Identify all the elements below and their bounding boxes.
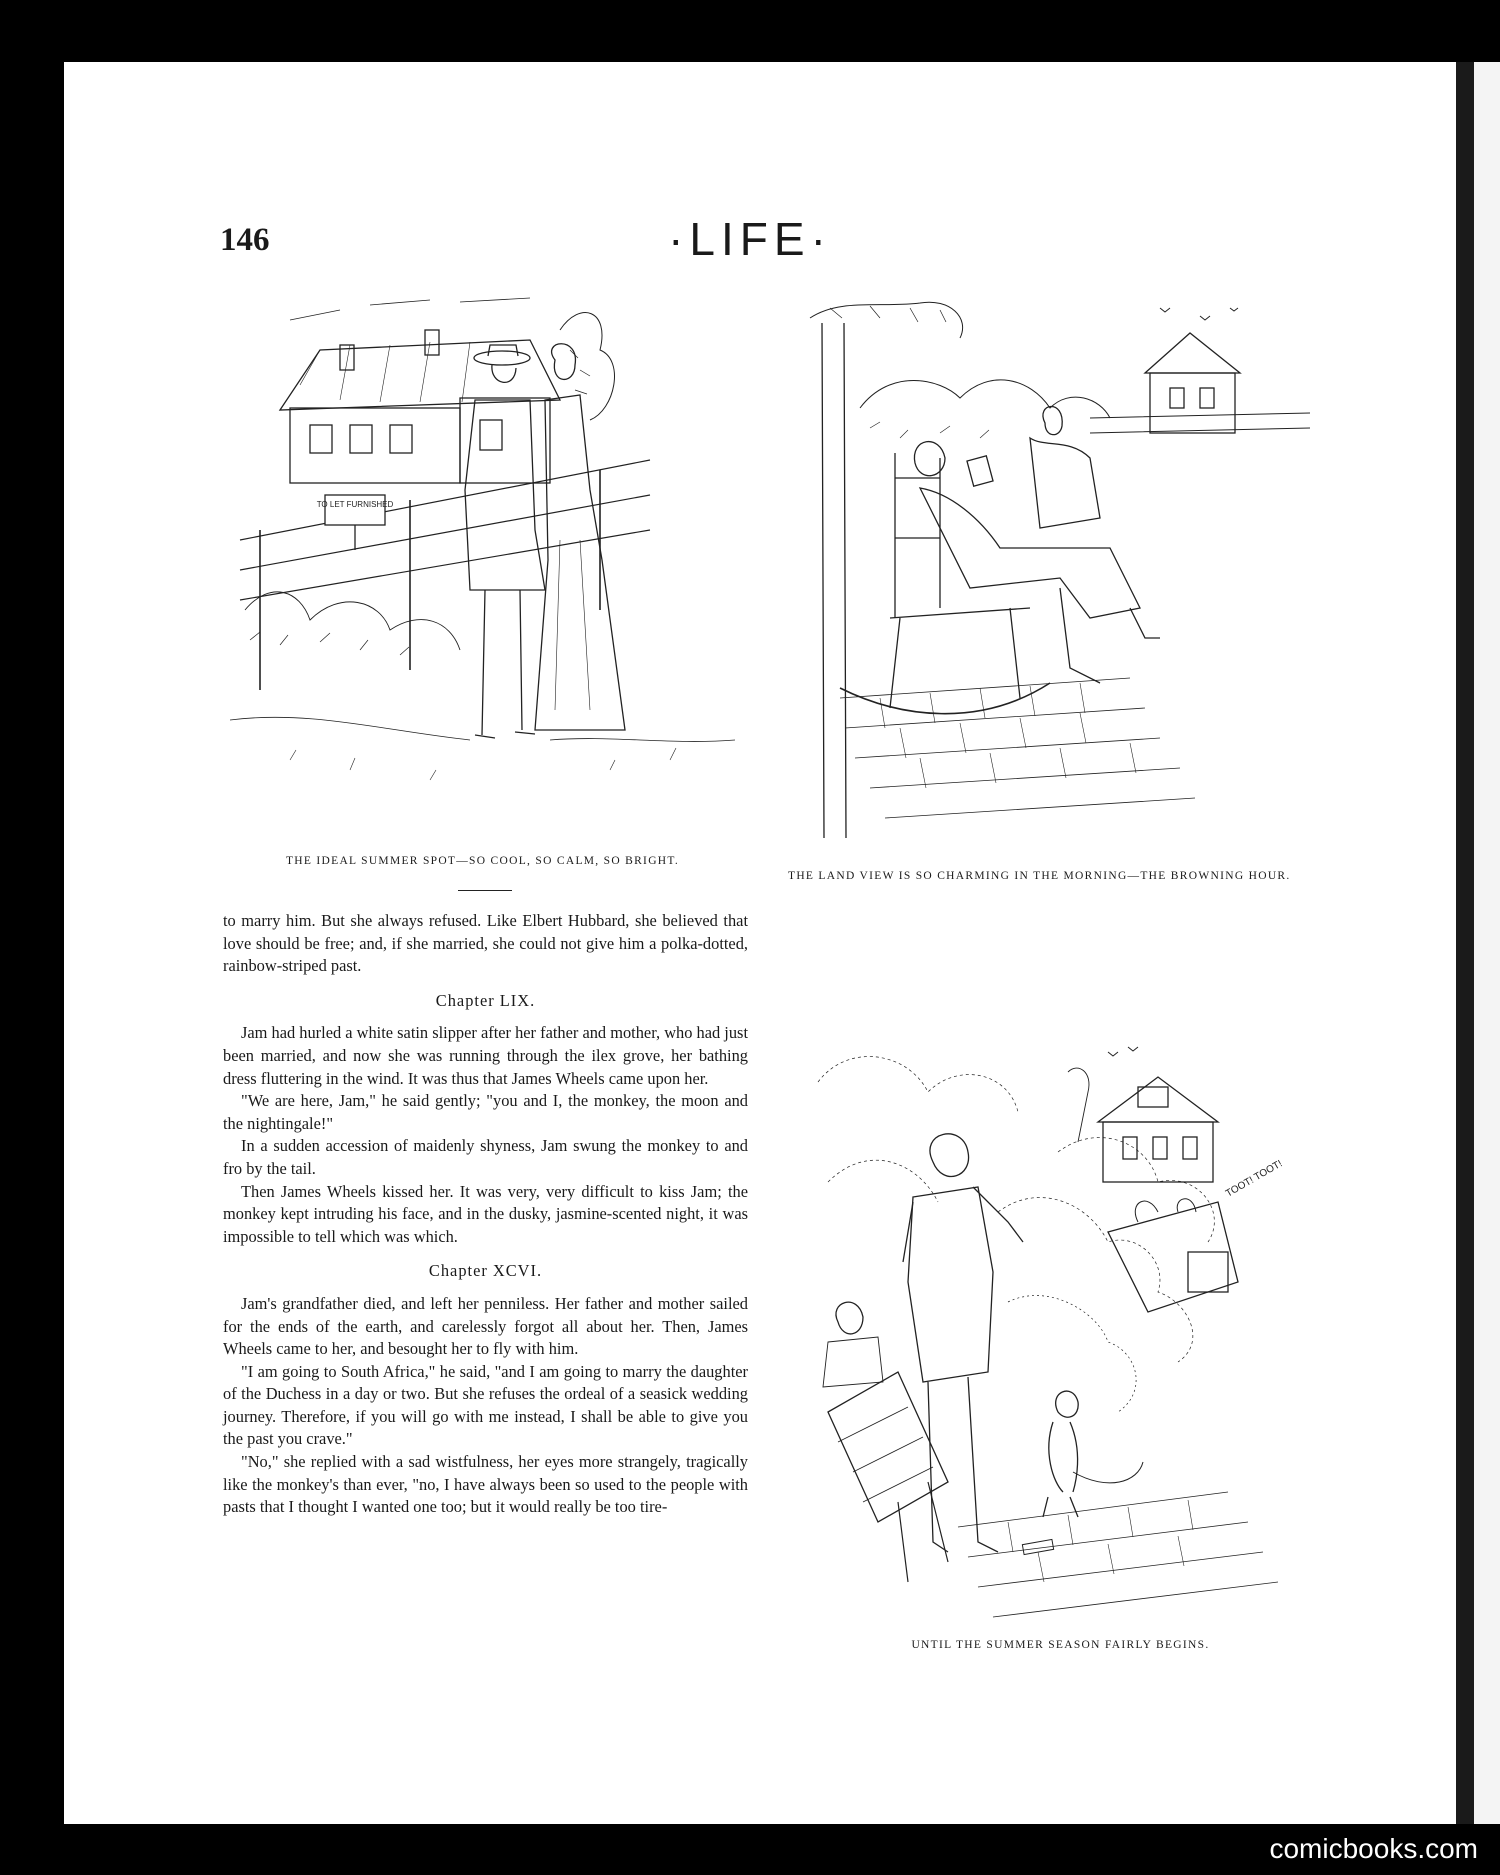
masthead-title: ·LIFE· bbox=[668, 213, 832, 265]
article-paragraph: In a sudden accession of maidenly shyness, Jam swung the monkey to and fro by the tail. bbox=[223, 1136, 748, 1178]
facing-page-edge bbox=[1474, 62, 1500, 1824]
section-rule bbox=[458, 890, 512, 891]
watermark: comicbooks.com bbox=[1269, 1833, 1478, 1864]
article-paragraph: "I am going to South Africa," he said, "and I am going to marry the daughter of the Duchess in a day or two. But she refuses the ordeal of a seasick wedding journey. Therefore, if you will go with me instead, I shall be able to give you the past you crave." bbox=[223, 1361, 748, 1449]
article-paragraph: Jam's grandfather died, and left her penniless. Her father and mother sailed for the ends of the earth, and carelessly forgot all about her. Then, James Wheels came to her, and besought her to fly with him. bbox=[223, 1293, 748, 1359]
chapter-heading: Chapter XCVI. bbox=[428, 1261, 543, 1281]
illustration-cottage-couple bbox=[230, 290, 735, 830]
article-paragraph: Then James Wheels kissed her. It was very, very difficult to kiss Jam; the monkey kept intruding his face, and in the dusky, jasmine-scented night, it was impossible to tell which was which. bbox=[223, 1181, 748, 1246]
illustration-automobile-dust bbox=[808, 1022, 1313, 1627]
chapter-heading: Chapter LIX. bbox=[435, 990, 536, 1010]
article-paragraph: "No," she replied with a sad wistfulness, her eyes more strangely, tragically like the monkey's than ever, "no, I have always been so used to the people with pasts that I thought I wanted one too; but it would really be too tire- bbox=[223, 1452, 748, 1517]
article-paragraph: Jam had hurled a white satin slipper after her father and mother, who had just been married, and now she was running through the ilex grove, her bathing dress fluttering in the wind. It was thus that James Wheels came upon her. bbox=[223, 1023, 748, 1088]
toot-sound: TOOT! TOOT! bbox=[1224, 1158, 1285, 1200]
illustration-rocking-chair bbox=[800, 288, 1320, 843]
page-number: 146 bbox=[220, 222, 270, 258]
caption-automobile: UNTIL THE SUMMER SEASON FAIRLY BEGINS. bbox=[911, 1639, 1210, 1651]
article-paragraph: "We are here, Jam," he said gently; "you and I, the monkey, the moon and the nightingale!" bbox=[223, 1091, 748, 1133]
to-let-sign: TO LET FURNISHED bbox=[316, 500, 394, 509]
article-paragraph: to marry him. But she always refused. Like Elbert Hubbard, she believed that love should be free; and, if she married, she could not give him a polka-dotted, rainbow-striped past. bbox=[223, 911, 748, 976]
page-gutter bbox=[1456, 62, 1474, 1824]
caption-rocking-chair: THE LAND VIEW IS SO CHARMING IN THE MORNING—THE BROWNING HOUR. bbox=[788, 870, 1291, 882]
article-column bbox=[223, 910, 748, 1519]
caption-cottage: THE IDEAL SUMMER SPOT—SO COOL, SO CALM, SO BRIGHT. bbox=[285, 855, 680, 867]
